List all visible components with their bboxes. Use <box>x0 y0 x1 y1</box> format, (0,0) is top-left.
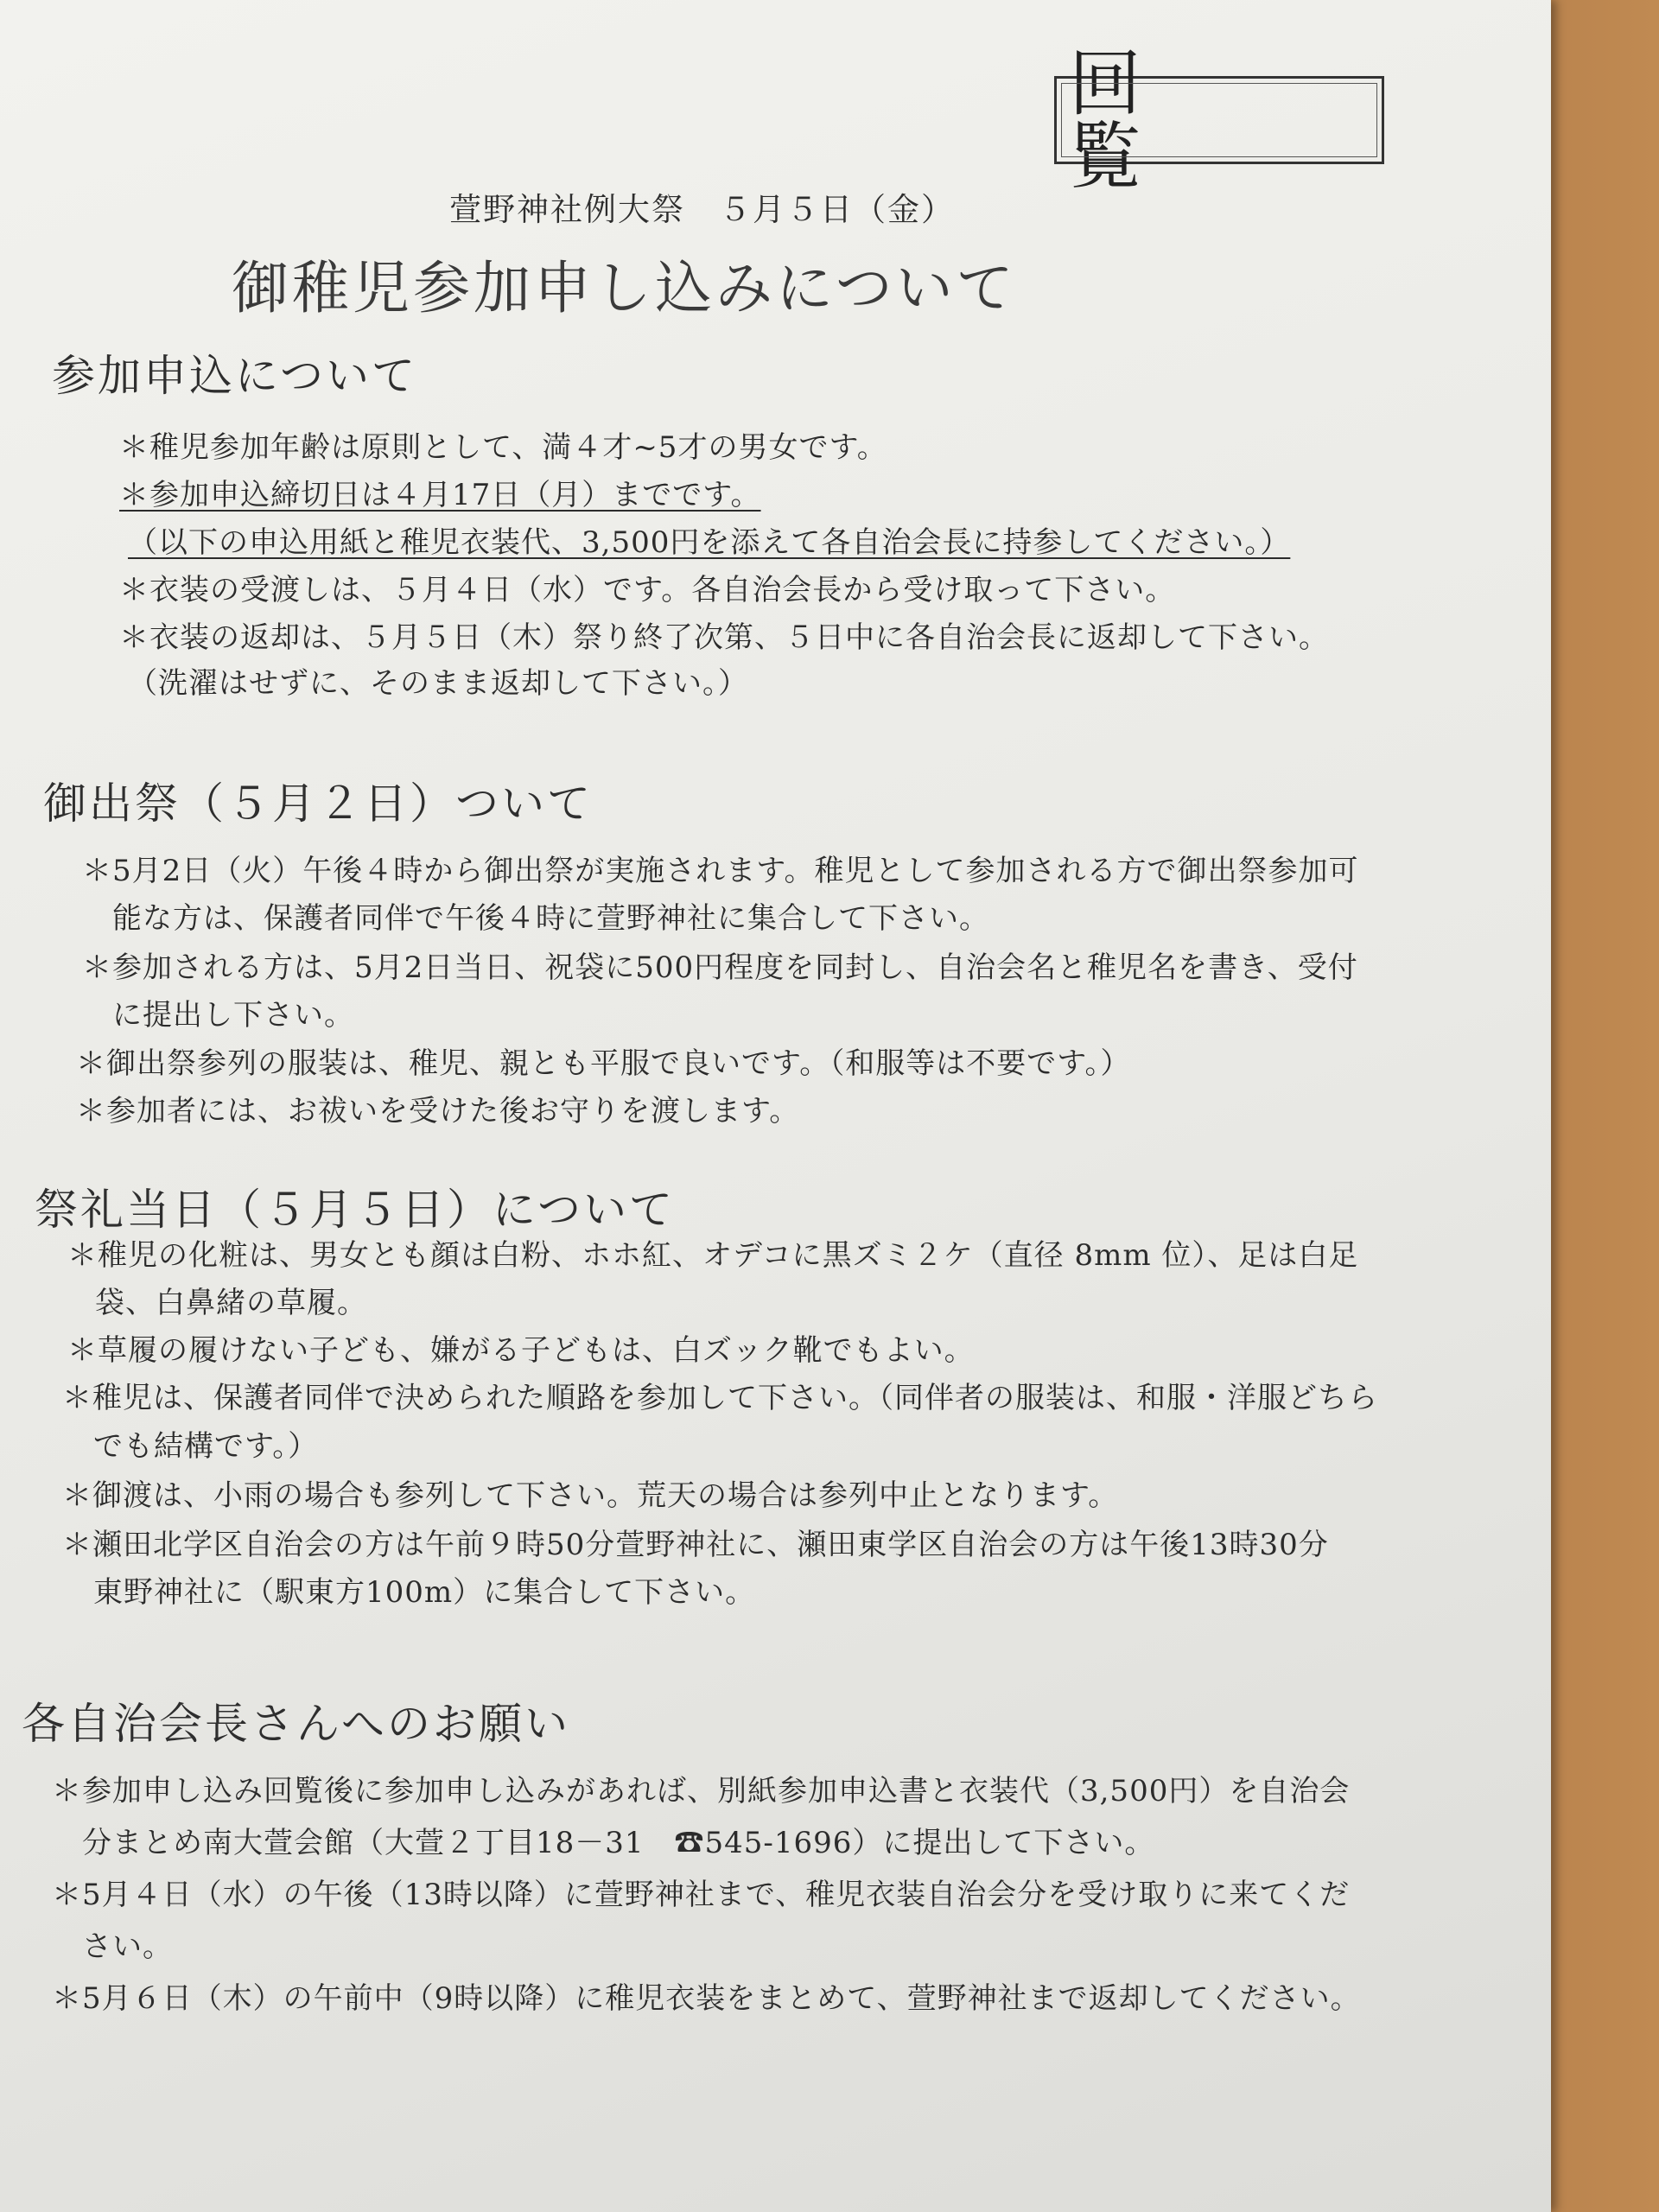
section4-line: ＊5月６日（木）の午前中（9時以降）に稚児衣装をまとめて、萱野神社まで返却してください。 <box>52 1981 1361 2016</box>
section1-line: ＊衣装の受渡しは、５月４日（水）です。各自治会長から受け取って下さい。 <box>119 573 1176 607</box>
section2-line: ＊参加者には、お祓いを受けた後お守りを渡します。 <box>76 1094 800 1128</box>
deadline-text: ＊参加申込締切日は４月17日（月）までです。 <box>119 478 761 512</box>
section-heading-departure-festival: 御出祭（５月２日）ついて <box>43 779 593 829</box>
festival-subtitle: 萱野神社例大祭 ５月５日（金） <box>449 191 955 228</box>
section2-line: ＊参加される方は、5月2日当日、祝袋に500円程度を同封し、自治会名と稚児名を書き、受付 <box>82 950 1358 985</box>
circulation-stamp-box <box>1054 41 1384 199</box>
section4-line: ＊5月４日（水）の午後（13時以降）に萱野神社まで、稚児衣装自治会分を受け取りに来てくだ <box>52 1878 1351 1912</box>
section-heading-festival-day: 祭礼当日（５月５日）について <box>35 1185 675 1235</box>
section1-line: ＊衣装の返却は、５月５日（木）祭り終了次第、５日中に各自治会長に返却して下さい。 <box>119 620 1329 655</box>
section4-line: ＊参加申し込み回覧後に参加申し込みがあれば、別紙参加申込書と衣装代（3,500円）を自治会 <box>52 1774 1351 1808</box>
section3-line: 袋、白鼻緒の草履。 <box>95 1286 367 1320</box>
section4-line: 分まとめ南大萱会館（大萱２丁目18－31 ☎545-1696）に提出して下さい。 <box>82 1826 1155 1860</box>
section-heading-requests-to-chairs: 各自治会長さんへのお願い <box>22 1699 570 1749</box>
page-title: 御稚児参加申し込みについて <box>232 255 1017 321</box>
section2-line: ＊5月2日（火）午後４時から御出祭が実施されます。稚児として参加される方で御出祭参加可 <box>82 854 1359 888</box>
section1-line <box>128 518 1290 561</box>
section3-line: ＊稚児の化粧は、男女とも顔は白粉、ホホ紅、オデコに黒ズミ２ケ（直径 8mm 位）、足は白足 <box>67 1238 1359 1273</box>
section3-line: ＊瀬田北学区自治会の方は午前９時50分萱野神社に、瀬田東学区自治会の方は午後13時30分 <box>62 1528 1329 1562</box>
section4-line: さい。 <box>82 1929 173 1964</box>
circulation-stamp-label: 回覧 <box>1069 41 1263 199</box>
section3-line: ＊稚児は、保護者同伴で決められた順路を参加して下さい。（同伴者の服装は、和服・洋服どちら <box>62 1381 1378 1415</box>
submission-instructions: （以下の申込用紙と稚児衣装代、3,500円を添えて各自治会長に持参してください。） <box>128 525 1291 560</box>
section3-line: でも結構です。） <box>93 1429 319 1464</box>
section2-line: 能な方は、保護者同伴で午後４時に萱野神社に集合して下さい。 <box>112 901 989 936</box>
section1-line: ＊稚児参加年齢は原則として、満４才~5才の男女です。 <box>119 430 887 465</box>
section2-line: に提出し下さい。 <box>112 998 354 1033</box>
section2-line: ＊御出祭参列の服装は、稚児、親とも平服で良いです。（和服等は不要です。） <box>76 1046 1131 1081</box>
stamp-inner-border <box>1061 83 1377 157</box>
section3-line: 東野神社に（駅東方100m）に集合して下さい。 <box>93 1575 756 1610</box>
section1-line <box>119 471 761 513</box>
section3-line: ＊草履の履けない子ども、嫌がる子どもは、白ズック靴でもよい。 <box>67 1333 975 1368</box>
section3-line: ＊御渡は、小雨の場合も参列して下さい。荒天の場合は参列中止となります。 <box>62 1478 1119 1513</box>
section-heading-application: 参加申込について <box>52 351 417 401</box>
section1-line: （洗濯はせずに、そのまま返却して下さい。） <box>128 666 748 701</box>
